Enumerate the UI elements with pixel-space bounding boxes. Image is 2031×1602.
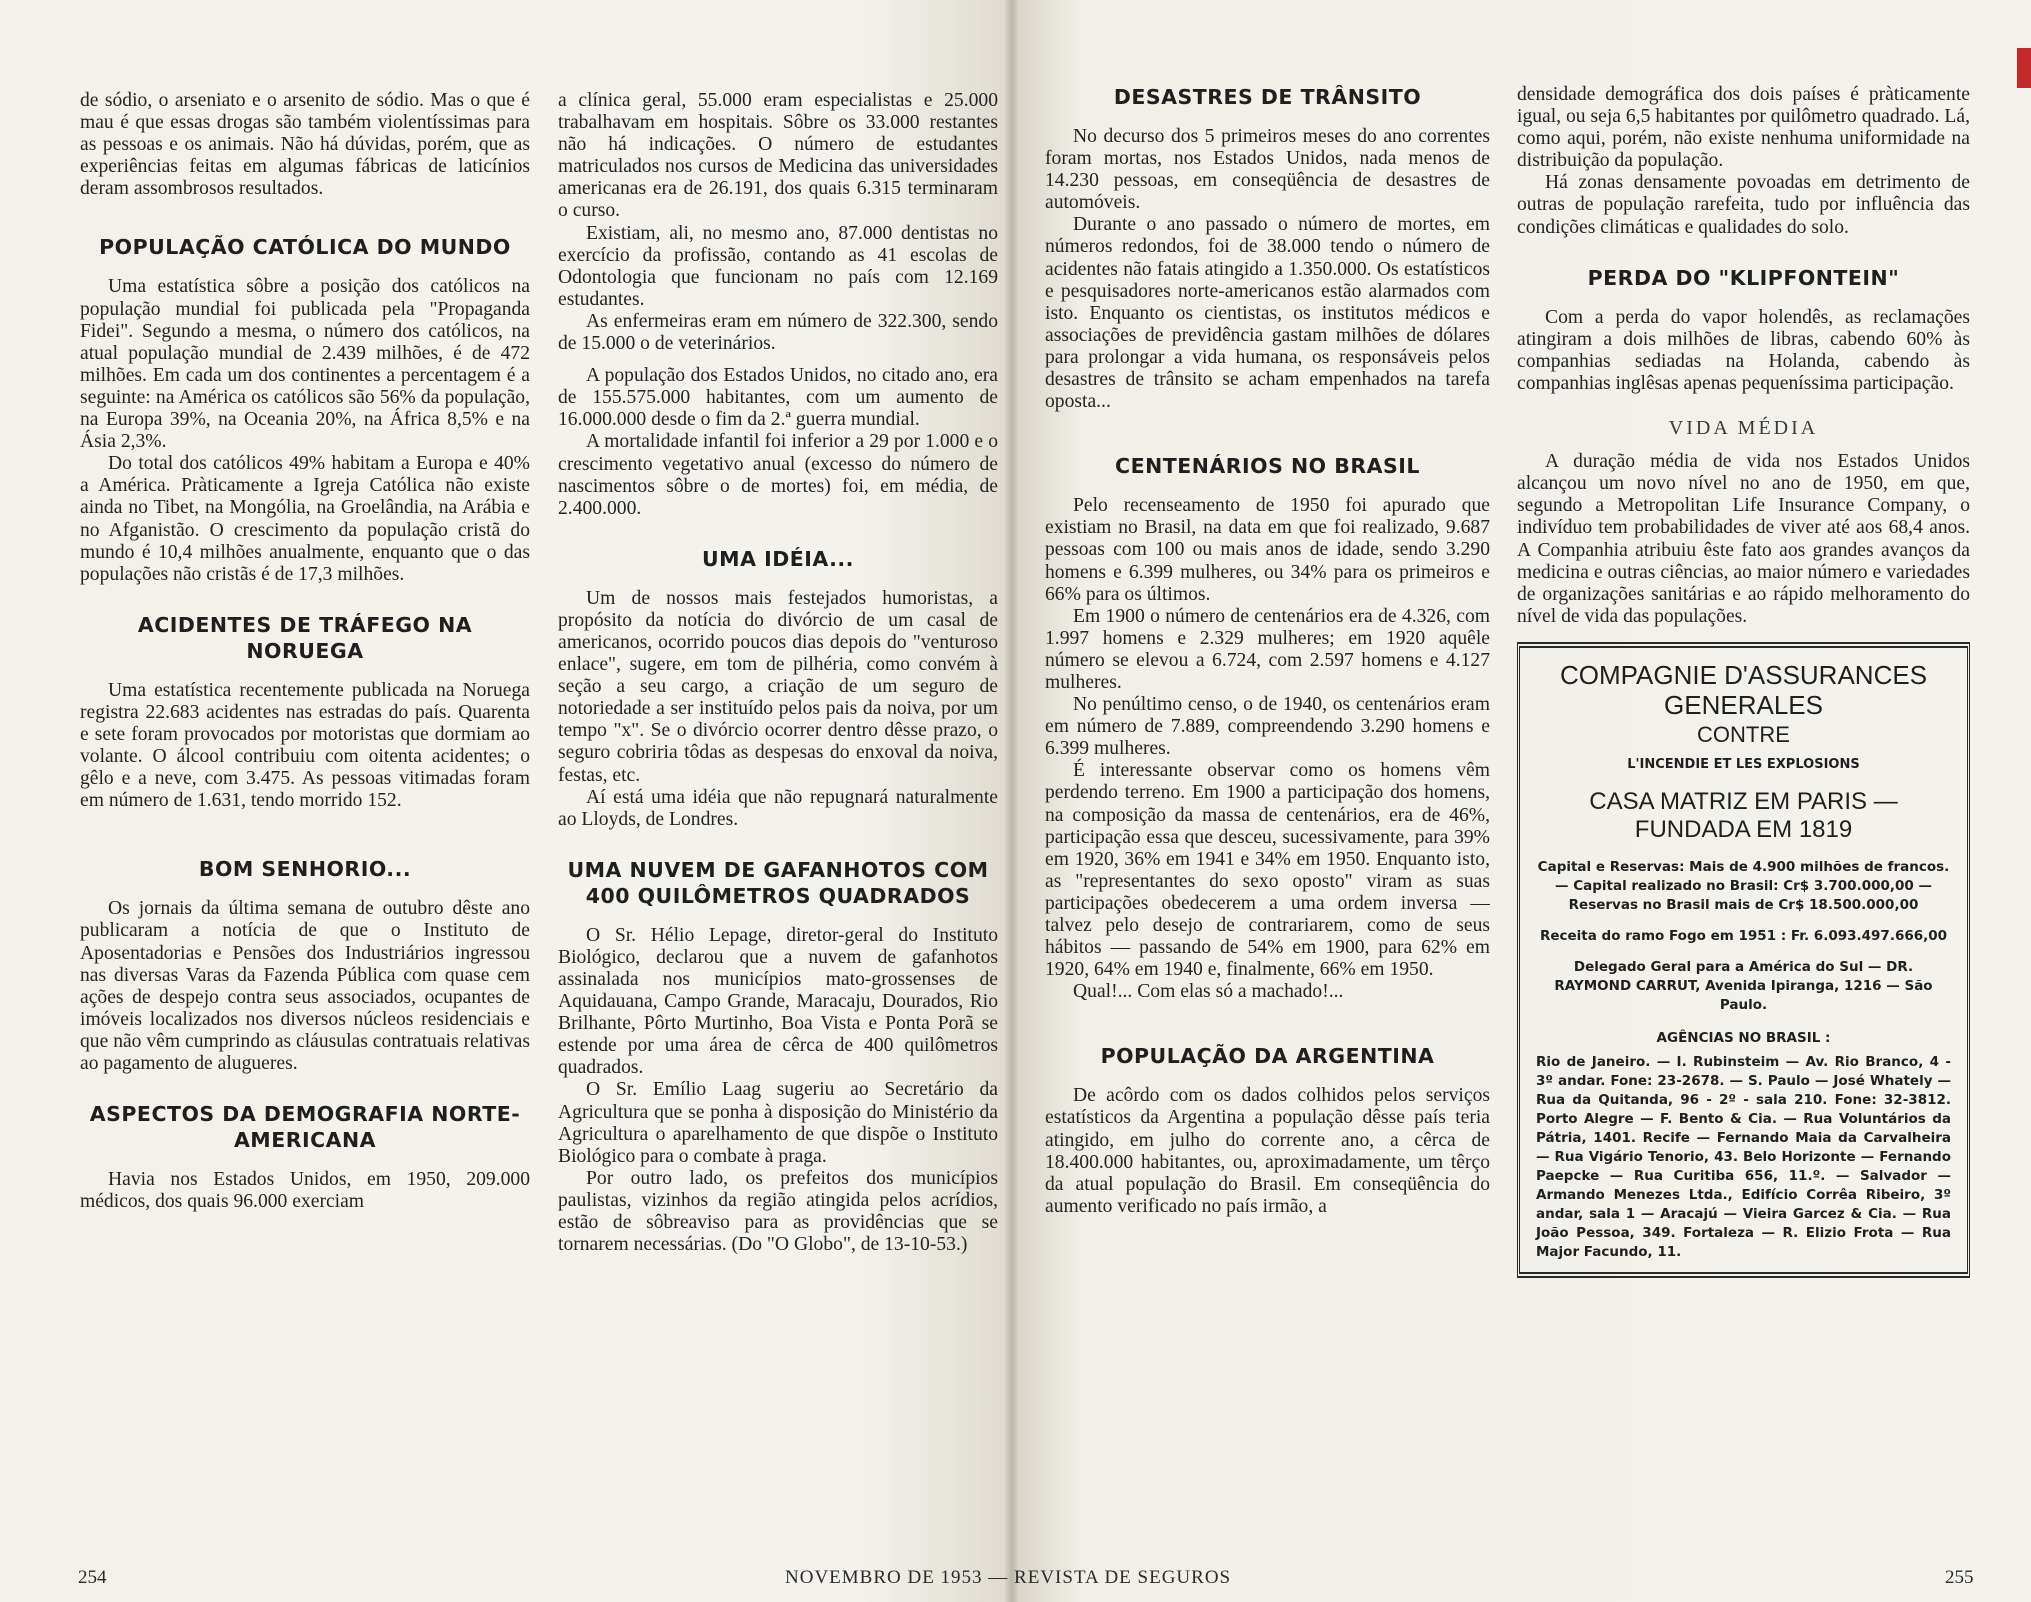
paragraph: Pelo recenseamento de 1950 foi apurado que existiam no Brasil, na data em que foi realizado, 9.687 pessoas com 100 ou mais anos de idade, sendo 3.290 homens e 6.399 mulheres, ou 34% para os primeiros e 66% para os últimos.: [1045, 495, 1490, 605]
ad-agencias-title: AGÊNCIAS NO BRASIL :: [1656, 1029, 1831, 1046]
paragraph: Qual!... Com elas só a machado!...: [1073, 981, 1344, 1003]
paragraph: No decurso dos 5 primeiros meses do ano correntes foram mortas, nos Estados Unidos, nada menos de 14.230 pessoas, em conseqüência de desastres de automóveis.: [1045, 126, 1490, 214]
paragraph: As enfermeiras eram em número de 322.300, sendo de 15.000 o de veterinários.: [558, 310, 998, 355]
ad-subtitle: L'INCENDIE ET LES EXPLOSIONS: [1627, 756, 1860, 772]
page-number-right: 255: [1945, 1567, 1974, 1588]
heading-populacao-argentina: POPULAÇÃO DA ARGENTINA: [1100, 1044, 1435, 1069]
heading-nuvem-gafanhotos: UMA NUVEM DE GAFANHOTOS COM 400 QUILÔMETROS QUADRADOS: [567, 857, 989, 908]
paragraph: Uma estatística sôbre a posição dos católicos na população mundial foi publicada pela "Propaganda Fidei". Segundo a mesma, o número dos católicos, na atual população mundial de 2.439 milhões, é de 472 milhões. Em cada um dos continentes a percentagem é a seguinte: na América os católicos são 56% da população, na Europa 39%, na Oceania 20%, na África 8,5% e na Ásia 2,3%.: [80, 276, 530, 453]
ad-receita: Receita do ramo Fogo em 1951 : Fr. 6.093.497.666,00: [1539, 927, 1948, 944]
paragraph: Existiam, ali, no mesmo ano, 87.000 dentistas no exercício da profissão, contando as 41 escolas de Odontologia que funcionam no país com 12.169 estudantes.: [558, 222, 998, 310]
heading-vida-media: VIDA MÉDIA: [1668, 417, 1819, 440]
ad-headquarters: CASA MATRIZ EM PARIS — FUNDADA EM 1819: [1589, 787, 1898, 843]
column-2: [558, 90, 998, 1527]
intro-paragraph: de sódio, o arseniato e o arsenito de sódio. Mas o que é mau é que essas drogas são também violentíssimas para as pessoas e os animais. Não há dúvidas, porém, que as experiências feitas em algumas fábricas de laticínios deram assombrosos resultados.: [80, 90, 530, 200]
page-number-left: 254: [78, 1567, 107, 1588]
paragraph: Um de nossos mais festejados humoristas, a propósito da notícia do divórcio de um casal de americanos, ocorrido poucos dias depois do "venturoso enlace", sugere, em tom de pilhéria, como convém à seção a seu cargo, a criação de um seguro de notoriedade a ser instituído pelos pais da noiva, por um tempo "x". Se o divórcio ocorrer dentro dêsse prazo, o seguro cobriria tôdas as despesas do enxoval da noiva, festas, etc.: [558, 587, 998, 786]
heading-uma-ideia: UMA IDÉIA...: [702, 546, 854, 571]
paragraph: No penúltimo censo, o de 1940, os centenários eram em número de 7.889, compreendendo 3.290 homens e 6.399 mulheres.: [1045, 694, 1490, 760]
book-gutter: [1005, 0, 1019, 1602]
ad-agencias-list: Rio de Janeiro. — I. Rubinsteim — Av. Rio Branco, 4 - 3º andar. Fone: 23-2678. — S. Paulo — José Whately — Rua da Quitanda, 96 - 2º - sala 210. Fone: 32-3812. Porto Alegre — F. Bento & Cia. — Rua Voluntários da Pátria, 1401. Recife — Fernando Maia da Carvalheira — Rua Vigário Tenorio, 43. Belo Horizonte — Fernando Paepcke — Rua Curitiba 656, 11.º. — Salvador — Armando Menezes Ltda., Edifício Corrêa Ribeiro, 3º andar, sala 1 — Aracajú — Vieira Garcez & Cia. — Rua João Pessoa, 349. Fortaleza — R. Elizio Frota — Rua Major Facundo, 11.: [1536, 1054, 1951, 1261]
column-4: [1517, 84, 1970, 1527]
ad-contre: CONTRE: [1697, 721, 1790, 747]
paragraph: Por outro lado, os prefeitos dos municípios paulistas, vizinhos da região atingida pelos acrídios, estão de sôbreaviso para as providências que se tornarem necessárias. (Do "O Globo", de 13-10-53.): [558, 1167, 998, 1256]
ad-delegado: Delegado Geral para a América do Sul — DR. RAYMOND CARRUT, Avenida Ipiranga, 1216 — São Paulo.: [1554, 958, 1933, 1013]
heading-klipfontein: PERDA DO "KLIPFONTEIN": [1587, 265, 1900, 290]
heading-demografia: ASPECTOS DA DEMOGRAFIA NORTE-AMERICANA: [89, 1102, 521, 1153]
paragraph: De acôrdo com os dados colhidos pelos serviços estatísticos da Argentina a população dêsse país teria atingido, em julho do corrente ano, a cêrca de 18.400.000 habitantes, ou, aproximadamente, um têrço da atual população do Brasil. Em conseqüência do aumento verificado no país irmão, a: [1045, 1085, 1490, 1217]
paragraph: Com a perda do vapor holendês, as reclamações atingiram a dois milhões de libras, cabendo 60% às companhias sediadas na Holanda, cabendo às companhias inglêsas apenas pequeníssima participação.: [1517, 306, 1970, 394]
paragraph: O Sr. Emílio Laag sugeriu ao Secretário da Agricultura que se ponha à disposição do Ministério da Agricultura o aparelhamento de que dispõe o Instituto Biológico para o combate à praga.: [558, 1079, 998, 1167]
insurance-advertisement: [1517, 642, 1970, 1278]
paragraph: O Sr. Hélio Lepage, diretor-geral do Instituto Biológico, declarou que a nuvem de gafanhotos assinalada nos municípios mato-grossenses de Aquidauana, Campo Grande, Maracaju, Dourados, Rio Brilhante, Pôrto Murtinho, Boa Vista e Ponta Porã se estende por uma área de cêrca de 400 quilômetros quadrados.: [558, 924, 998, 1079]
paragraph: A população dos Estados Unidos, no citado ano, era de 155.575.000 habitantes, com um aumento de 16.000.000 desde o fim da 2.ª guerra mundial.: [558, 365, 998, 431]
paragraph: Os jornais da última semana de outubro dêste ano publicaram a notícia de que o Instituto de Aposentadorias e Pensões dos Industriários ingressou nas diversas Varas da Fazenda Pública com quase cem ações de despejo contra seus associados, ocupantes de imóveis localizados nos diversos núcleos residenciais e que não vêm cumprindo as cláusulas contratuais relativas ao pagamento de alugueres.: [80, 898, 530, 1074]
paragraph: Durante o ano passado o número de mortes, em números redondos, foi de 38.000 tendo o número de acidentes não fatais atingido a 1.350.000. Os estatísticos e pesquisadores norte-americanos estão alarmados com isto. Enquanto os cientistas, os institutos médicos e associações de previdência gastam milhões de dólares para prolongar a vida humana, os responsáveis pelos desastres de trânsito se acham empenhados na tarefa oposta...: [1045, 214, 1490, 413]
heading-centenarios: CENTENÁRIOS NO BRASIL: [1115, 454, 1420, 479]
ad-capital: Capital e Reservas: Mais de 4.900 milhões de francos. — Capital realizado no Brasil: Cr$ 3.700.000,00 — Reservas no Brasil mais de Cr$ 18.500.000,00: [1537, 858, 1950, 913]
paragraph: densidade demográfica dos dois países é pràticamente igual, ou seja 6,5 habitantes por quilômetro quadrado. Lá, como aqui, porém, não existe nenhuma uniformidade na distribuição da população.: [1517, 84, 1970, 172]
paragraph: a clínica geral, 55.000 eram especialistas e 25.000 trabalhavam em hospitais. Sôbre os 33.000 restantes não há indicações. O número de estudantes matriculados nos cursos de Medicina das universidades americanas era de 26.191, dos quais 6.315 terminaram o curso.: [558, 90, 998, 222]
paragraph: Uma estatística recentemente publicada na Noruega registra 22.683 acidentes nas estradas do país. Quarenta e sete foram provocados por motoristas que dormiam ao volante. O álcool contribuiu com oitenta acidentes; o gêlo e a neve, com 3.475. As pessoas vitimadas foram em número de 1.631, tendo morrido 152.: [80, 679, 530, 812]
paragraph: Aí está uma idéia que não repugnará naturalmente ao Lloyds, de Londres.: [558, 786, 998, 830]
paragraph: Do total dos católicos 49% habitam a Europa e 40% a América. Pràticamente a Igreja Católica não existe ainda no Tibet, na Mongólia, na Groelândia, na Arábia e no Afganistão. O crescimento da população cristã do mundo é 10,4 milhões anualmente, enquanto que o das populações não cristãs é de 17,3 milhões.: [80, 453, 530, 585]
heading-populacao-catolica: POPULAÇÃO CATÓLICA DO MUNDO: [99, 235, 511, 260]
paragraph: Havia nos Estados Unidos, em 1950, 209.000 médicos, dos quais 96.000 exerciam: [80, 1169, 530, 1213]
ad-company-name: COMPAGNIE D'ASSURANCES GENERALES: [1559, 659, 1928, 720]
running-footer: NOVEMBRO DE 1953 — REVISTA DE SEGUROS: [785, 1567, 1232, 1588]
paragraph: É interessante observar como os homens vêm perdendo terreno. Em 1900 a participação dos homens, na composição da massa de centenários, era de 46%, participação essa que desceu, sucessivamente, para 39% em 1920, 36% em 1941 e 34% em 1950. Enquanto isto, as "representantes do sexo oposto" viram as suas participações obedecerem a uma ordem inversa — talvez pelo desejo de contrariarem, como de seus hábitos — passando de 54% em 1900, para 62% em 1920, 64% em 1940 e, finalmente, 66% em 1950.: [1045, 760, 1490, 981]
red-page-marker: [2017, 48, 2031, 88]
heading-acidentes-noruega: ACIDENTES DE TRÁFEGO NA NORUEGA: [137, 612, 473, 663]
heading-desastres-transito: DESASTRES DE TRÂNSITO: [1113, 85, 1422, 109]
paragraph: Em 1900 o número de centenários era de 4.326, com 1.997 homens e 2.329 mulheres; em 1920 aquêle número se elevou a 6.724, com 2.597 homens e 4.127 mulheres.: [1045, 605, 1490, 693]
paragraph: Há zonas densamente povoadas em detrimento de outras de população rarefeita, tudo por influência das condições climáticas e qualidades do solo.: [1517, 172, 1970, 238]
column-3: [1045, 84, 1490, 1527]
heading-bom-senhorio: BOM SENHORIO...: [198, 857, 412, 882]
paragraph: A duração média de vida nos Estados Unidos alcançou um novo nível no ano de 1950, em que, segundo a Metropolitan Life Insurance Company, o indivíduo tem probabilidades de viver até aos 68,4 anos. A Companhia atribuiu êste fato aos grandes avanços da medicina e outras ciências, ao maior número e variedades de organizações sanitárias e ao rápido melhoramento do nível de vida das populações.: [1517, 451, 1970, 627]
paragraph: A mortalidade infantil foi inferior a 29 por 1.000 e o crescimento vegetativo anual (excesso do número de nascimentos sôbre o de mortes) foi, em média, de 2.400.000.: [558, 431, 998, 519]
column-1: [80, 90, 530, 1527]
